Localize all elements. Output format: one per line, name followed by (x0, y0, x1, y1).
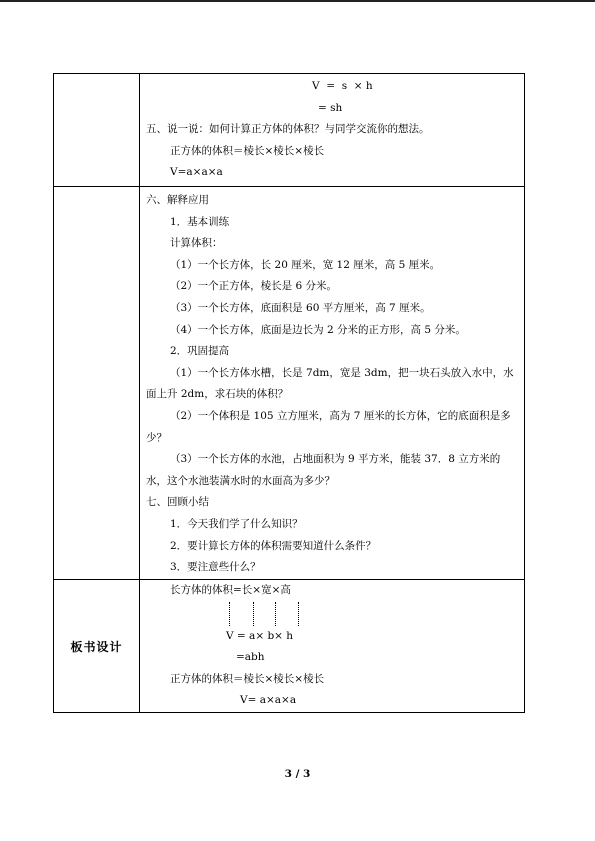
formula-line: V = s × h (312, 80, 373, 92)
question-item: （1）一个长方体水槽，长是 7dm，宽是 3dm，把一块石头放入水中，水面上升 2dm，求石块的体积？ (146, 366, 514, 401)
formula-line: = sh (318, 101, 343, 114)
dotted-connectors (140, 602, 524, 626)
dotted-connector (275, 602, 276, 626)
cube-formula-words: 正方体的体积＝棱长×棱长×棱长 (170, 672, 325, 685)
page-number: 3 / 3 (284, 768, 311, 780)
question-item: （3）一个长方体的水池，占地面积为 9 平方米，能装 37．8 立方米的水，这个水池装满水时的水面高为多少？ (146, 453, 501, 487)
formula-result: =abh (236, 651, 265, 664)
question-item: （2）一个正方体，棱长是 6 分米。 (170, 280, 338, 293)
formula-letters: V = a× b× h (226, 629, 294, 642)
label-cell-empty (54, 187, 140, 580)
label-cell (54, 580, 140, 713)
content-cell (140, 580, 525, 713)
label-cell-empty (54, 74, 140, 187)
question-item: （2）一个体积是 105 立方厘米，高为 7 厘米的长方体，它的底面积是多少？ (146, 409, 511, 444)
section-heading: 五、说一说：如何计算正方体的体积？与同学交流你的想法。 (146, 123, 430, 136)
text-line: 计算体积： (170, 237, 223, 250)
question-item: （3）一个长方体，底面积是 60 平方厘米，高 7 厘米。 (170, 301, 431, 314)
section-heading: 六、解释应用 (146, 194, 209, 206)
dotted-connector (253, 602, 254, 626)
board-design-label: 板书设计 (70, 639, 123, 654)
table-row (54, 187, 525, 580)
lesson-plan-table (53, 73, 525, 713)
question-item: （1）一个长方体，长 20 厘米，宽 12 厘米，高 5 厘米。 (170, 258, 441, 271)
subheading: 2．巩固提高 (170, 345, 230, 358)
formula-words: 长方体的体积=长×宽×高 (170, 584, 291, 596)
dotted-connector (229, 602, 230, 626)
text-line: 正方体的体积＝棱长×棱长×棱长 (170, 144, 325, 157)
content-cell (140, 74, 525, 187)
table-row (54, 580, 525, 713)
formula-line: V=a×a×a (170, 166, 223, 179)
subheading: 1．基本训练 (170, 215, 230, 228)
question-item: （4）一个长方体，底面是边长为 2 分米的正方形，高 5 分米。 (170, 323, 466, 336)
top-rule (0, 0, 595, 2)
summary-item: 1．今天我们学了什么知识？ (170, 517, 303, 530)
table-row (54, 74, 525, 187)
dotted-connector (298, 602, 299, 626)
summary-item: 3．要注意些什么？ (170, 561, 261, 574)
content-cell (140, 187, 525, 580)
cube-formula-letters: V= a×a×a (240, 694, 297, 707)
section-heading: 七、回顾小结 (146, 496, 209, 509)
summary-item: 2．要计算长方体的体积需要知道什么条件？ (170, 539, 377, 552)
